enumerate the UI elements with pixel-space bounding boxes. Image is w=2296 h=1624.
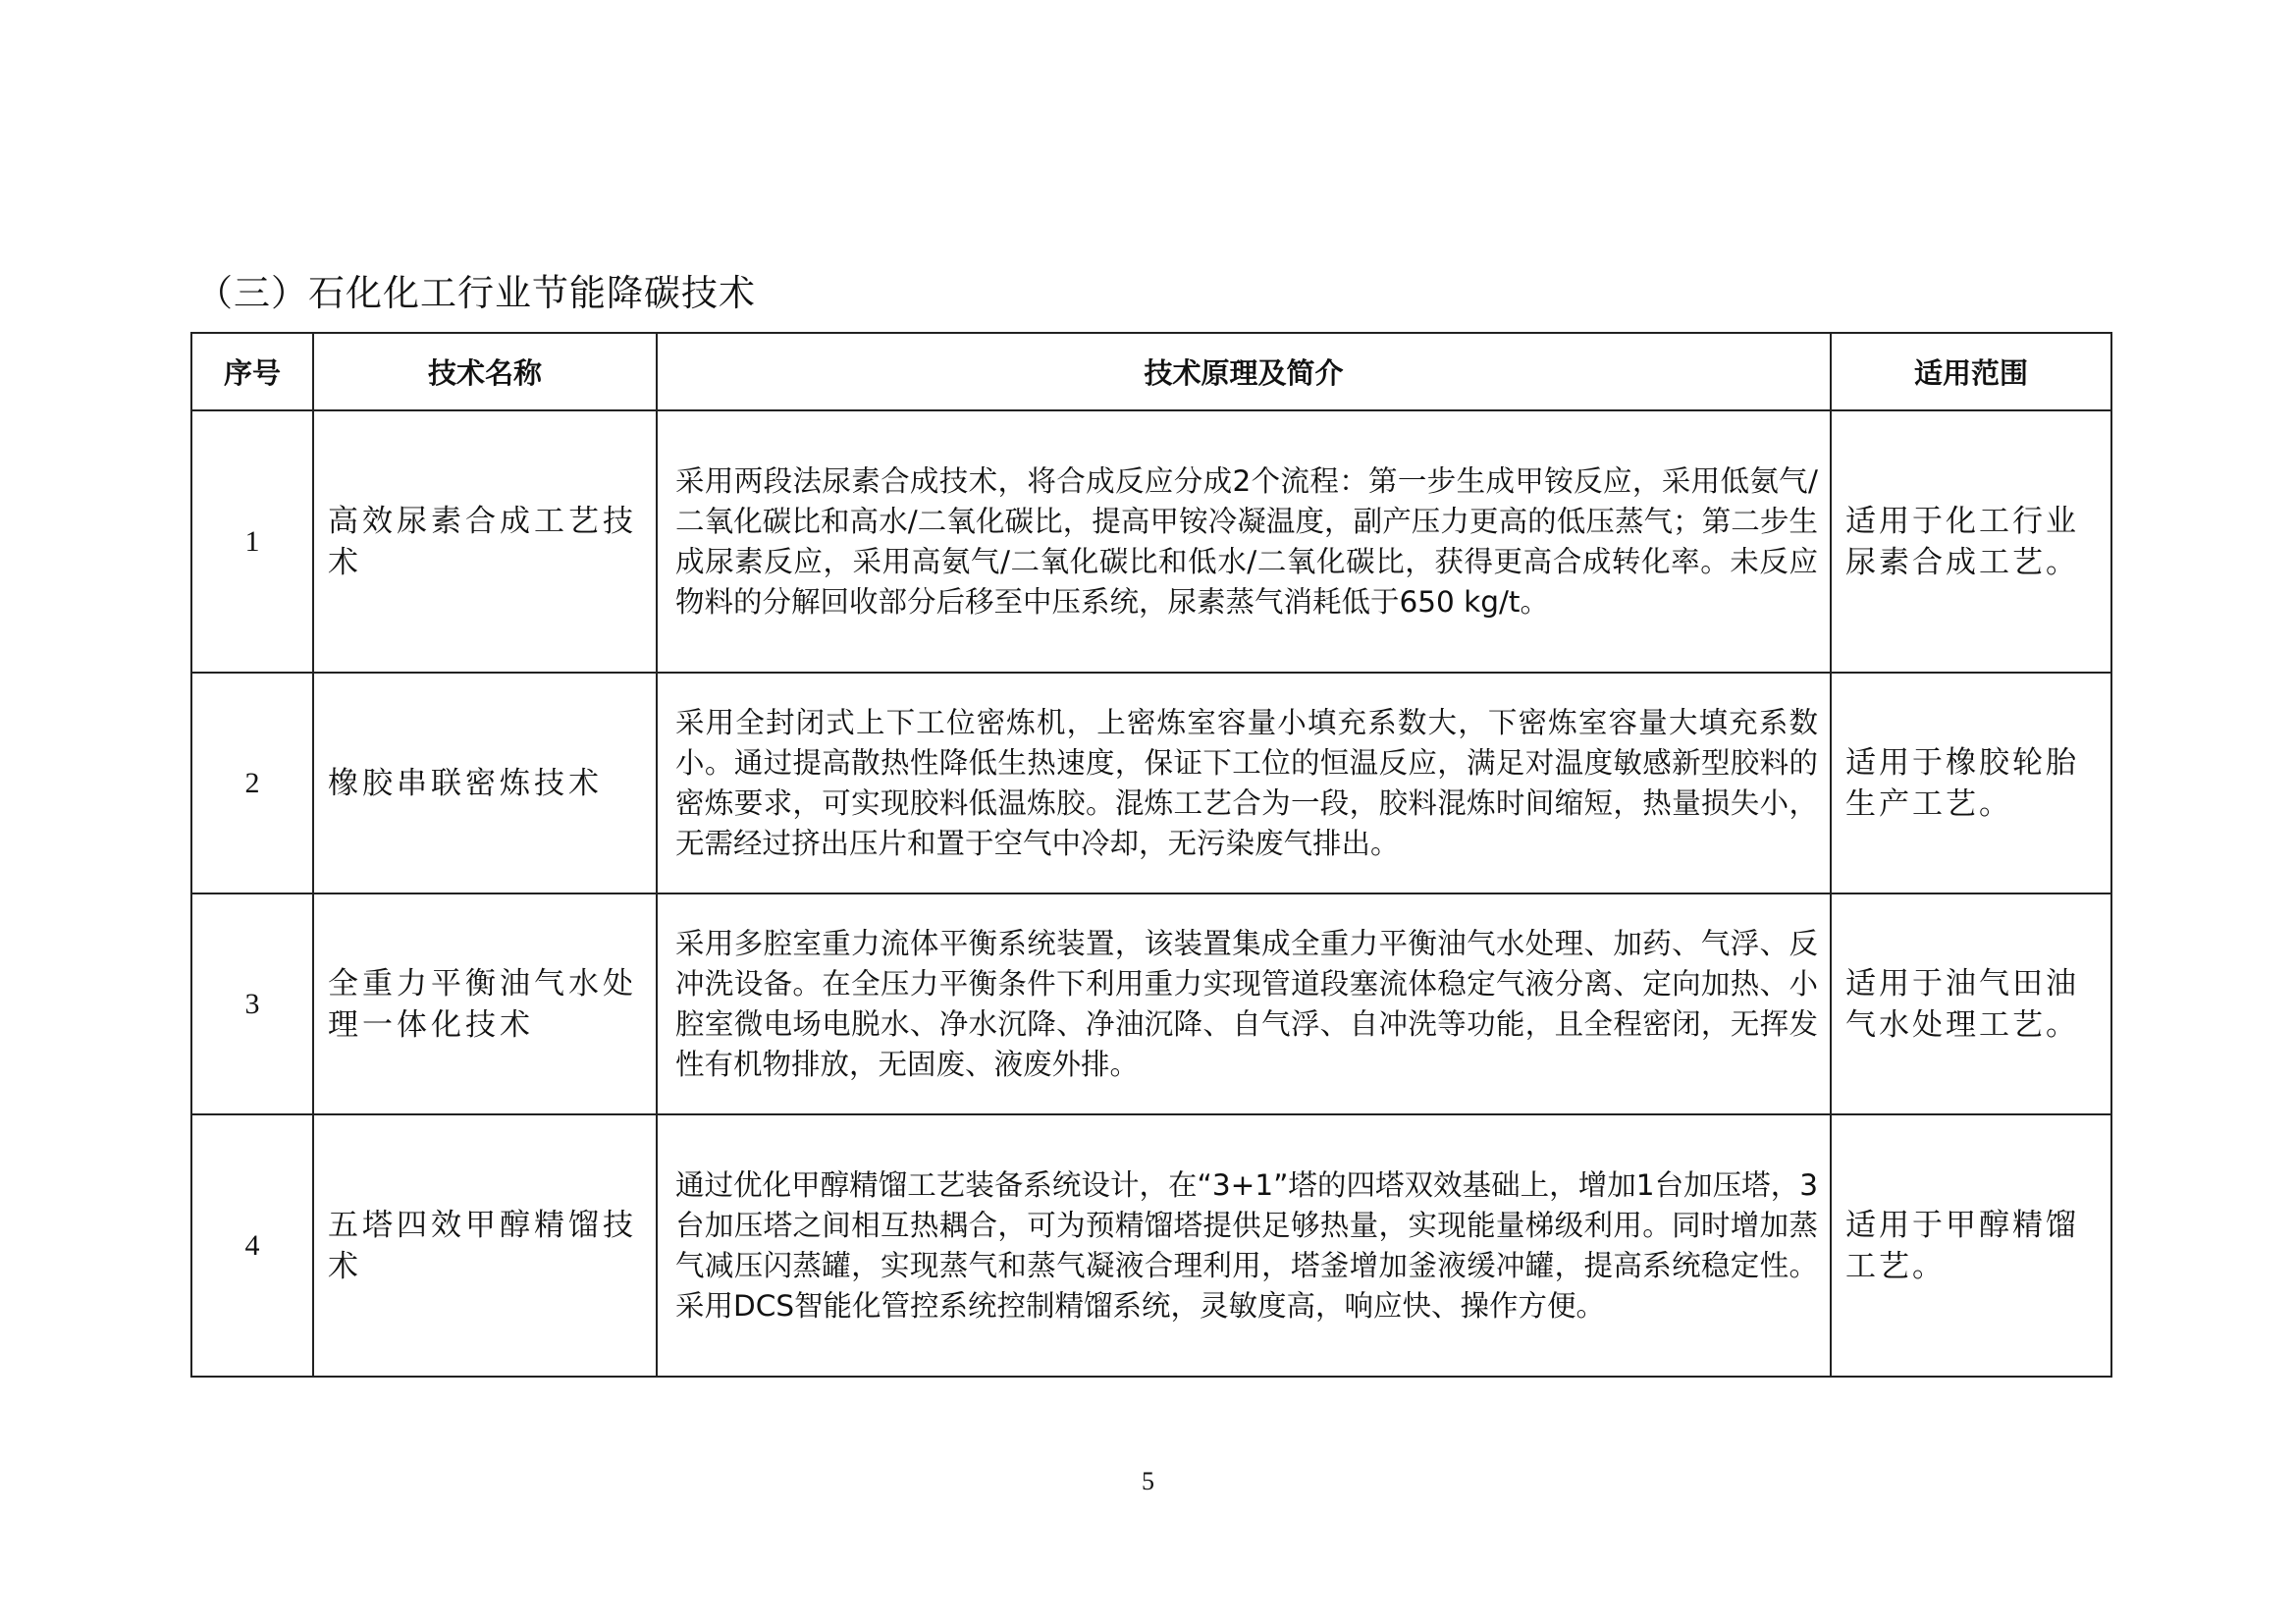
technology-table <box>190 332 2112 1378</box>
technology-description: 采用两段法尿素合成技术，将合成反应分成2个流程：第一步生成甲铵反应，采用低氨气/二氧化碳比和高水/二氧化碳比，提高甲铵冷凝温度，副产压力更高的低压蒸气；第二步生成尿素反应，采用高氨气/二氧化碳比和低水/二氧化碳比，获得更高合成转化率。未反应物料的分解回收部分后移至中压系统，尿素蒸气消耗低于650 kg/t。 <box>657 410 1831 673</box>
technology-name: 橡胶串联密炼技术 <box>313 673 657 893</box>
table-row <box>191 410 2111 673</box>
technology-description: 采用多腔室重力流体平衡系统装置，该装置集成全重力平衡油气水处理、加药、气浮、反冲洗设备。在全压力平衡条件下利用重力实现管道段塞流体稳定气液分离、定向加热、小腔室微电场电脱水、净水沉降、净油沉降、自气浮、自冲洗等功能，且全程密闭，无挥发性有机物排放，无固废、液废外排。 <box>657 893 1831 1114</box>
applicable-scope: 适用于甲醇精馏工艺。 <box>1831 1114 2111 1377</box>
applicable-scope: 适用于化工行业尿素合成工艺。 <box>1831 410 2111 673</box>
header-scope: 适用范围 <box>1831 333 2111 410</box>
header-desc: 技术原理及简介 <box>657 333 1831 410</box>
technology-description: 采用全封闭式上下工位密炼机，上密炼室容量小填充系数大，下密炼室容量大填充系数小。通过提高散热性降低生热速度，保证下工位的恒温反应，满足对温度敏感新型胶料的密炼要求，可实现胶料低温炼胶。混炼工艺合为一段，胶料混炼时间缩短，热量损失小，无需经过挤出压片和置于空气中冷却，无污染废气排出。 <box>657 673 1831 893</box>
table-row <box>191 673 2111 893</box>
technology-name: 全重力平衡油气水处理一体化技术 <box>313 893 657 1114</box>
technology-description: 通过优化甲醇精馏工艺装备系统设计，在“3+1”塔的四塔双效基础上，增加1台加压塔，3台加压塔之间相互热耦合，可为预精馏塔提供足够热量，实现能量梯级利用。同时增加蒸气减压闪蒸罐，实现蒸气和蒸气凝液合理利用，塔釜增加釜液缓冲罐，提高系统稳定性。采用DCS智能化管控系统控制精馏系统，灵敏度高，响应快、操作方便。 <box>657 1114 1831 1377</box>
section-title: （三）石化化工行业节能降碳技术 <box>196 272 756 314</box>
header-name: 技术名称 <box>313 333 657 410</box>
row-number: 4 <box>191 1114 313 1377</box>
row-number: 2 <box>191 673 313 893</box>
row-number: 3 <box>191 893 313 1114</box>
page-number: 5 <box>1142 1467 1154 1495</box>
technology-name: 五塔四效甲醇精馏技术 <box>313 1114 657 1377</box>
table-row <box>191 893 2111 1114</box>
table-header-row <box>191 333 2111 410</box>
applicable-scope: 适用于橡胶轮胎生产工艺。 <box>1831 673 2111 893</box>
applicable-scope: 适用于油气田油气水处理工艺。 <box>1831 893 2111 1114</box>
technology-name: 高效尿素合成工艺技术 <box>313 410 657 673</box>
header-no: 序号 <box>191 333 313 410</box>
row-number: 1 <box>191 410 313 673</box>
table-row <box>191 1114 2111 1377</box>
